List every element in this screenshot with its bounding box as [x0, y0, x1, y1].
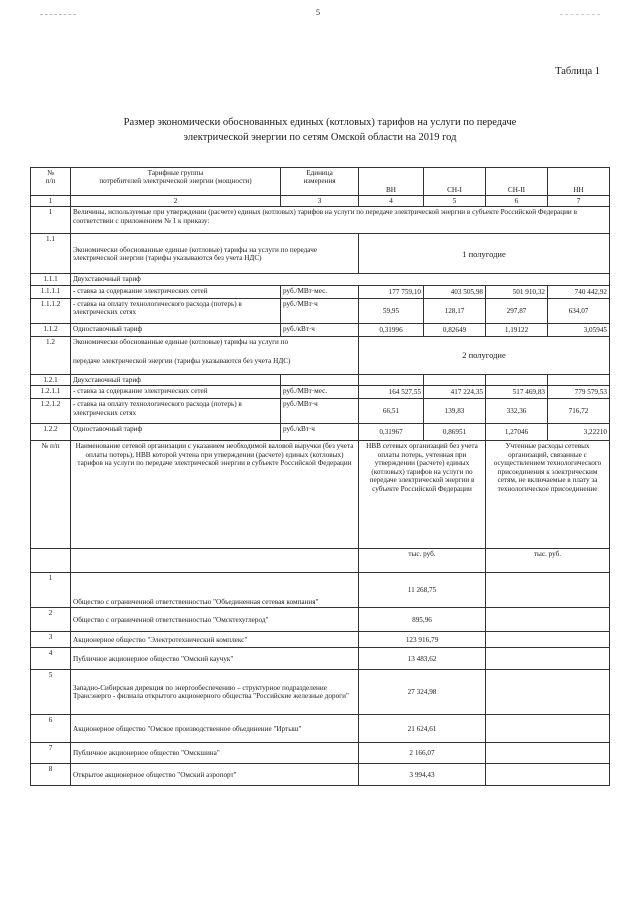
empty-cell: [486, 743, 610, 764]
org-name: Западно-Сибирская дирекция по энергообеспечению – структурное подразделение Трансэнерго - филиала открытого акционерного общества "Российские железные дороги": [71, 670, 359, 715]
org-row: [31, 743, 610, 764]
row-no: 1.2.1.2: [31, 399, 71, 424]
value-sn1: 139,83: [424, 399, 486, 424]
org-nvv-value: 2 166,07: [359, 743, 486, 764]
org-row: [31, 608, 610, 632]
value-sn1: 403 505,98: [424, 285, 486, 298]
org-row: [31, 715, 610, 743]
scan-mark-right: [560, 14, 600, 15]
row-1-1-1: [31, 274, 610, 285]
colnum-6: 6: [486, 196, 548, 207]
org-name: Акционерное общество "Омское производственное объединение "Иртыш": [71, 715, 359, 743]
page-number: 5: [316, 8, 320, 17]
header-sn1: СН-I: [424, 168, 486, 196]
org-no: 8: [31, 764, 71, 786]
row-1-2-text: [71, 336, 359, 374]
row-text: - ставка на оплату технологического расхода (потерь) в электрических сетях: [71, 298, 281, 323]
empty-cell: [486, 670, 610, 715]
empty-cell: [281, 374, 359, 385]
row-no: 1.2.2: [31, 424, 71, 441]
tariff-table: [30, 167, 610, 786]
org-row: [31, 573, 610, 608]
org-name: Открытое акционерное общество "Омский аэропорт": [71, 764, 359, 786]
empty-cell: [486, 374, 548, 385]
org-header-expenses: Учтенные расходы сетевых организаций, связанные с осуществлением технологического присоединения к электрическим сетям, не включаемые в плату за технологическое присоединение: [486, 441, 610, 549]
row-unit: руб./кВт·ч: [281, 323, 359, 336]
org-no: 4: [31, 648, 71, 670]
empty-cell: [548, 374, 610, 385]
row-1-2-1-no: 1.2.1: [31, 374, 71, 385]
org-unit-expenses: тыс. руб.: [486, 549, 610, 573]
org-no: 5: [31, 670, 71, 715]
org-no: 3: [31, 632, 71, 648]
row-text: - ставка за содержание электрических сетей: [71, 285, 281, 298]
row-1-2-1-2: [31, 399, 610, 424]
header-groups: Тарифные группы потребителей электрической энергии (мощности): [71, 168, 281, 196]
row-1-2-2: [31, 424, 610, 441]
table-header-row: [31, 168, 610, 196]
row-1-1-1-2: [31, 298, 610, 323]
row-text: - ставка на оплату технологического расхода (потерь) в электрических сетях: [71, 399, 281, 424]
empty-cell: [486, 608, 610, 632]
value-vn: 0,31967: [359, 424, 424, 441]
row-1-text: Величины, используемые при утверждении (расчете) единых (котловых) тарифов на услуги по передаче электрической энергии в субъекте Российской Федерации в соответствии с приложением № 1 к приказу:: [71, 207, 610, 234]
row-1-2-text-line-1: Экономически обоснованные единые (котловые) тарифы на услуги по: [73, 337, 289, 346]
colnum-1: 1: [31, 196, 71, 207]
org-header-row: [31, 441, 610, 549]
title-line-1: Размер экономически обоснованных единых (котловых) тарифов на услуги по передаче: [123, 117, 517, 128]
colnum-3: 3: [281, 196, 359, 207]
value-vn: 164 527,55: [359, 386, 424, 399]
row-no: 1.1.1.2: [31, 298, 71, 323]
org-header-nvv: НВВ сетевых организаций без учета оплаты потерь, учтенная при утверждении (расчете) единых (котловых) тарифов на услуги по передаче электрической энергии в субъекте Российской Федерации: [359, 441, 486, 549]
row-1-2-1-text: Двухставочный тариф: [71, 374, 281, 385]
value-sn2: 501 910,32: [486, 285, 548, 298]
org-no: 6: [31, 715, 71, 743]
row-1-1-1-no: 1.1.1: [31, 274, 71, 285]
org-nvv-value: 27 324,98: [359, 670, 486, 715]
value-sn1: 128,17: [424, 298, 486, 323]
org-name: Публичное акционерное общество "Омский каучук": [71, 648, 359, 670]
value-sn1: 0,86951: [424, 424, 486, 441]
org-nvv-value: 123 916,79: [359, 632, 486, 648]
value-vn: 66,51: [359, 399, 424, 424]
header-nn: НН: [548, 168, 610, 196]
org-unit-nvv: тыс. руб.: [359, 549, 486, 573]
value-nn: 634,07: [548, 298, 610, 323]
row-1-1-1-1: [31, 285, 610, 298]
value-vn: 0,31996: [359, 323, 424, 336]
column-numbers-row: [31, 196, 610, 207]
document-title: [60, 115, 580, 145]
org-no: 7: [31, 743, 71, 764]
value-nn: 3,05945: [548, 323, 610, 336]
row-1-2-1: [31, 374, 610, 385]
period-2-label: 2 полугодие: [359, 336, 610, 374]
colnum-2: 2: [71, 196, 281, 207]
value-sn1: 0,82649: [424, 323, 486, 336]
value-nn: 3,22210: [548, 424, 610, 441]
row-unit: руб./кВт·ч: [281, 424, 359, 441]
org-nvv-value: 3 994,43: [359, 764, 486, 786]
org-name: Публичное акционерное общество "Омскшина": [71, 743, 359, 764]
colnum-5: 5: [424, 196, 486, 207]
empty-cell: [424, 374, 486, 385]
row-text: Одноставочный тариф: [71, 424, 281, 441]
value-nn: 740 442,92: [548, 285, 610, 298]
org-nvv-value: 11 268,75: [359, 573, 486, 608]
org-unit-row: [31, 549, 610, 573]
row-1-1-2: [31, 323, 610, 336]
org-header-name: Наименование сетевой организации с указанием необходимой валовой выручки (без учета оплаты потерь), НВВ которой учтена при утверждении (расчете) единых (котловых) тарифов на услуги по передаче электрической энергии в субъекте Российской Федерации: [71, 441, 359, 549]
value-sn2: 517 469,83: [486, 386, 548, 399]
row-text: - ставка за содержание электрических сетей: [71, 386, 281, 399]
org-no: 2: [31, 608, 71, 632]
empty-cell: [359, 374, 424, 385]
header-sn2: СН-II: [486, 168, 548, 196]
table-label: Таблица 1: [555, 66, 600, 77]
row-1-2-text-line-2: передаче электрической энергии (тарифы указываются без учета НДС): [73, 357, 291, 366]
value-sn2: 332,36: [486, 399, 548, 424]
org-name: Акционерное общество "Электротехнический комплекс": [71, 632, 359, 648]
org-row: [31, 632, 610, 648]
row-1-no: 1: [31, 207, 71, 234]
value-sn2: 297,87: [486, 298, 548, 323]
empty-cell: [486, 764, 610, 786]
value-sn2: 1,19122: [486, 323, 548, 336]
row-1: [31, 207, 610, 234]
org-name: Общество с ограниченной ответственностью "Объединенная сетевая компания": [71, 573, 359, 608]
org-nvv-value: 895,96: [359, 608, 486, 632]
row-no: 1.1.2: [31, 323, 71, 336]
value-nn: 716,72: [548, 399, 610, 424]
row-1-1-text: Экономически обоснованные единые (котловые) тарифы на услуги по передаче электрической энергии (тарифы указываются без учета НДС): [71, 234, 359, 274]
header-vn: ВН: [359, 168, 424, 196]
value-vn: 177 759,10: [359, 285, 424, 298]
org-header-no: № п/п: [31, 441, 71, 549]
org-no: 1: [31, 573, 71, 608]
org-row: [31, 764, 610, 786]
org-nvv-value: 21 624,61: [359, 715, 486, 743]
org-row: [31, 648, 610, 670]
row-1-2-no: 1.2: [31, 336, 71, 374]
row-1-2: [31, 336, 610, 374]
period-1-label: 1 полугодие: [359, 234, 610, 274]
value-sn1: 417 224,35: [424, 386, 486, 399]
header-unit: Единица измерения: [281, 168, 359, 196]
colnum-7: 7: [548, 196, 610, 207]
empty-cell: [71, 549, 359, 573]
header-no: № п/п: [31, 168, 71, 196]
empty-cell: [486, 715, 610, 743]
empty-cell: [486, 573, 610, 608]
value-sn2: 1,27046: [486, 424, 548, 441]
empty-cell: [31, 549, 71, 573]
row-text: Одноставочный тариф: [71, 323, 281, 336]
row-unit: руб./МВт·ч: [281, 298, 359, 323]
org-row: [31, 670, 610, 715]
row-1-1-1-text: Двухставочный тариф: [71, 274, 610, 285]
org-name: Общество с ограниченной ответственностью "Омсктехуглерод": [71, 608, 359, 632]
row-unit: руб./МВт·ч: [281, 399, 359, 424]
scan-mark-left: [40, 14, 76, 15]
row-1-1-no: 1.1: [31, 234, 71, 274]
row-no: 1.1.1.1: [31, 285, 71, 298]
colnum-4: 4: [359, 196, 424, 207]
row-1-2-1-1: [31, 386, 610, 399]
value-vn: 59,95: [359, 298, 424, 323]
row-unit: руб./МВт·мес.: [281, 285, 359, 298]
row-no: 1.2.1.1: [31, 386, 71, 399]
row-unit: руб./МВт·мес.: [281, 386, 359, 399]
title-line-2: электрической энергии по сетям Омской области на 2019 год: [183, 132, 457, 143]
row-1-1: [31, 234, 610, 274]
empty-cell: [486, 632, 610, 648]
empty-cell: [486, 648, 610, 670]
value-nn: 779 579,53: [548, 386, 610, 399]
org-nvv-value: 13 483,62: [359, 648, 486, 670]
